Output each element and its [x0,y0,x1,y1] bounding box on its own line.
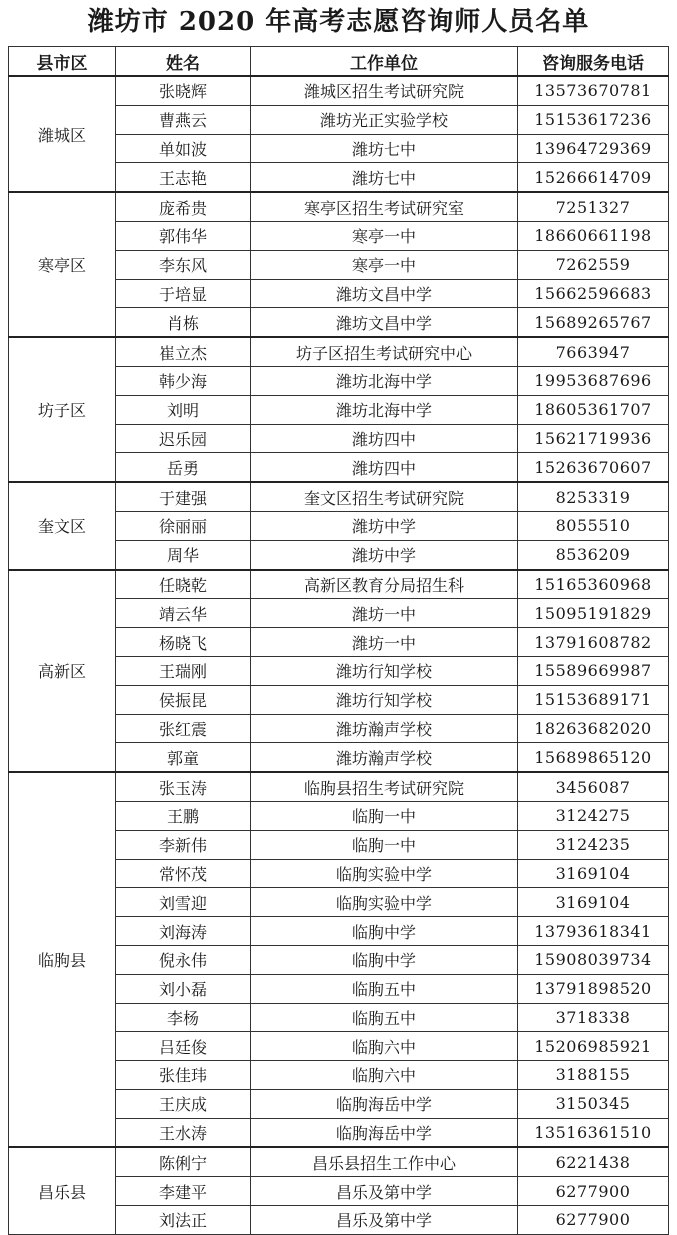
name-cell: 郭童 [116,743,251,772]
consultant-table [8,46,669,1235]
phone-cell: 15689865120 [518,743,669,772]
phone-cell: 3124235 [518,830,669,859]
name-cell: 杨晓飞 [116,628,251,657]
workplace-cell: 潍坊四中 [251,453,518,482]
name-cell: 王瑞刚 [116,656,251,685]
phone-cell: 18263682020 [518,714,669,743]
county-cell: 寒亭区 [9,192,116,337]
workplace-cell: 潍坊四中 [251,424,518,453]
phone-cell: 15095191829 [518,599,669,628]
name-cell: 王庆成 [116,1089,251,1118]
name-cell: 庞希贵 [116,192,251,221]
name-cell: 张玉涛 [116,772,251,801]
phone-cell: 19953687696 [518,366,669,395]
header-phone: 咨询服务电话 [518,47,669,77]
name-cell: 郭伟华 [116,221,251,250]
table-row [9,76,669,105]
workplace-cell: 潍坊七中 [251,163,518,192]
phone-cell: 3718338 [518,1003,669,1032]
workplace-cell: 潍坊瀚声学校 [251,714,518,743]
workplace-cell: 临朐中学 [251,945,518,974]
phone-cell: 15153689171 [518,685,669,714]
workplace-cell: 潍坊北海中学 [251,395,518,424]
phone-cell: 15689265767 [518,308,669,337]
workplace-cell: 坊子区招生考试研究中心 [251,337,518,366]
workplace-cell: 临朐六中 [251,1061,518,1090]
phone-cell: 15153617236 [518,105,669,134]
name-cell: 李东风 [116,250,251,279]
workplace-cell: 潍坊文昌中学 [251,279,518,308]
workplace-cell: 临朐五中 [251,1003,518,1032]
phone-cell: 13964729369 [518,134,669,163]
name-cell: 崔立杰 [116,337,251,366]
phone-cell: 7262559 [518,250,669,279]
name-cell: 肖栋 [116,308,251,337]
name-cell: 韩少海 [116,366,251,395]
name-cell: 常怀茂 [116,859,251,888]
phone-cell: 8536209 [518,540,669,569]
workplace-cell: 寒亭一中 [251,221,518,250]
workplace-cell: 潍坊行知学校 [251,656,518,685]
name-cell: 王鹏 [116,801,251,830]
workplace-cell: 高新区教育分局招生科 [251,570,518,599]
phone-cell: 7663947 [518,337,669,366]
name-cell: 于建强 [116,482,251,511]
header-name: 姓名 [116,47,251,77]
phone-cell: 6221438 [518,1147,669,1176]
workplace-cell: 临朐中学 [251,917,518,946]
phone-cell: 6277900 [518,1177,669,1206]
phone-cell: 13516361510 [518,1118,669,1147]
page-title: 潍坊市 2020 年高考志愿咨询师人员名单 [87,7,590,37]
county-cell: 高新区 [9,570,116,773]
name-cell: 刘小磊 [116,974,251,1003]
workplace-cell: 临朐五中 [251,974,518,1003]
table-row [9,570,669,599]
name-cell: 于培显 [116,279,251,308]
name-cell: 刘法正 [116,1206,251,1235]
phone-cell: 15908039734 [518,945,669,974]
name-cell: 李建平 [116,1177,251,1206]
phone-cell: 15165360968 [518,570,669,599]
table-row [9,772,669,801]
phone-cell: 15266614709 [518,163,669,192]
name-cell: 李新伟 [116,830,251,859]
phone-cell: 8253319 [518,482,669,511]
name-cell: 单如波 [116,134,251,163]
header-workplace: 工作单位 [251,47,518,77]
phone-cell: 13791898520 [518,974,669,1003]
workplace-cell: 奎文区招生考试研究院 [251,482,518,511]
phone-cell: 3169104 [518,859,669,888]
workplace-cell: 昌乐县招生工作中心 [251,1147,518,1176]
table-row [9,192,669,221]
phone-cell: 18660661198 [518,221,669,250]
table-row [9,337,669,366]
name-cell: 张佳玮 [116,1061,251,1090]
phone-cell: 15263670607 [518,453,669,482]
name-cell: 刘海涛 [116,917,251,946]
name-cell: 王水涛 [116,1118,251,1147]
workplace-cell: 潍坊中学 [251,540,518,569]
phone-cell: 3188155 [518,1061,669,1090]
name-cell: 迟乐园 [116,424,251,453]
phone-cell: 13573670781 [518,76,669,105]
county-cell: 坊子区 [9,337,116,482]
phone-cell: 3124275 [518,801,669,830]
name-cell: 徐丽丽 [116,511,251,540]
name-cell: 刘明 [116,395,251,424]
county-cell: 潍城区 [9,76,116,192]
table-header [9,47,669,77]
county-cell: 昌乐县 [9,1147,116,1234]
name-cell: 倪永伟 [116,945,251,974]
workplace-cell: 临朐实验中学 [251,888,518,917]
workplace-cell: 临朐海岳中学 [251,1118,518,1147]
workplace-cell: 潍城区招生考试研究院 [251,76,518,105]
workplace-cell: 临朐一中 [251,830,518,859]
workplace-cell: 潍坊一中 [251,599,518,628]
phone-cell: 15662596683 [518,279,669,308]
workplace-cell: 潍坊光正实验学校 [251,105,518,134]
name-cell: 李杨 [116,1003,251,1032]
county-cell: 临朐县 [9,772,116,1147]
workplace-cell: 临朐一中 [251,801,518,830]
name-cell: 任晓乾 [116,570,251,599]
name-cell: 曹燕云 [116,105,251,134]
name-cell: 陈俐宁 [116,1147,251,1176]
name-cell: 吕廷俊 [116,1032,251,1061]
workplace-cell: 潍坊北海中学 [251,366,518,395]
phone-cell: 18605361707 [518,395,669,424]
workplace-cell: 潍坊文昌中学 [251,308,518,337]
phone-cell: 15589669987 [518,656,669,685]
table-row [9,1147,669,1176]
workplace-cell: 临朐海岳中学 [251,1089,518,1118]
header-county: 县市区 [9,47,116,77]
phone-cell: 13791608782 [518,628,669,657]
workplace-cell: 临朐实验中学 [251,859,518,888]
table-row [9,482,669,511]
name-cell: 张晓辉 [116,76,251,105]
phone-cell: 15621719936 [518,424,669,453]
workplace-cell: 临朐六中 [251,1032,518,1061]
phone-cell: 3150345 [518,1089,669,1118]
phone-cell: 8055510 [518,511,669,540]
workplace-cell: 潍坊行知学校 [251,685,518,714]
workplace-cell: 临朐县招生考试研究院 [251,772,518,801]
workplace-cell: 寒亭一中 [251,250,518,279]
workplace-cell: 昌乐及第中学 [251,1177,518,1206]
workplace-cell: 潍坊瀚声学校 [251,743,518,772]
table-body [9,76,669,1234]
phone-cell: 6277900 [518,1206,669,1235]
name-cell: 张红震 [116,714,251,743]
name-cell: 岳勇 [116,453,251,482]
phone-cell: 3456087 [518,772,669,801]
header-row [9,47,669,77]
phone-cell: 13793618341 [518,917,669,946]
name-cell: 周华 [116,540,251,569]
workplace-cell: 潍坊一中 [251,628,518,657]
name-cell: 靖云华 [116,599,251,628]
workplace-cell: 潍坊中学 [251,511,518,540]
workplace-cell: 潍坊七中 [251,134,518,163]
phone-cell: 15206985921 [518,1032,669,1061]
phone-cell: 7251327 [518,192,669,221]
county-cell: 奎文区 [9,482,116,569]
phone-cell: 3169104 [518,888,669,917]
name-cell: 侯振昆 [116,685,251,714]
name-cell: 刘雪迎 [116,888,251,917]
name-cell: 王志艳 [116,163,251,192]
workplace-cell: 昌乐及第中学 [251,1206,518,1235]
workplace-cell: 寒亭区招生考试研究室 [251,192,518,221]
